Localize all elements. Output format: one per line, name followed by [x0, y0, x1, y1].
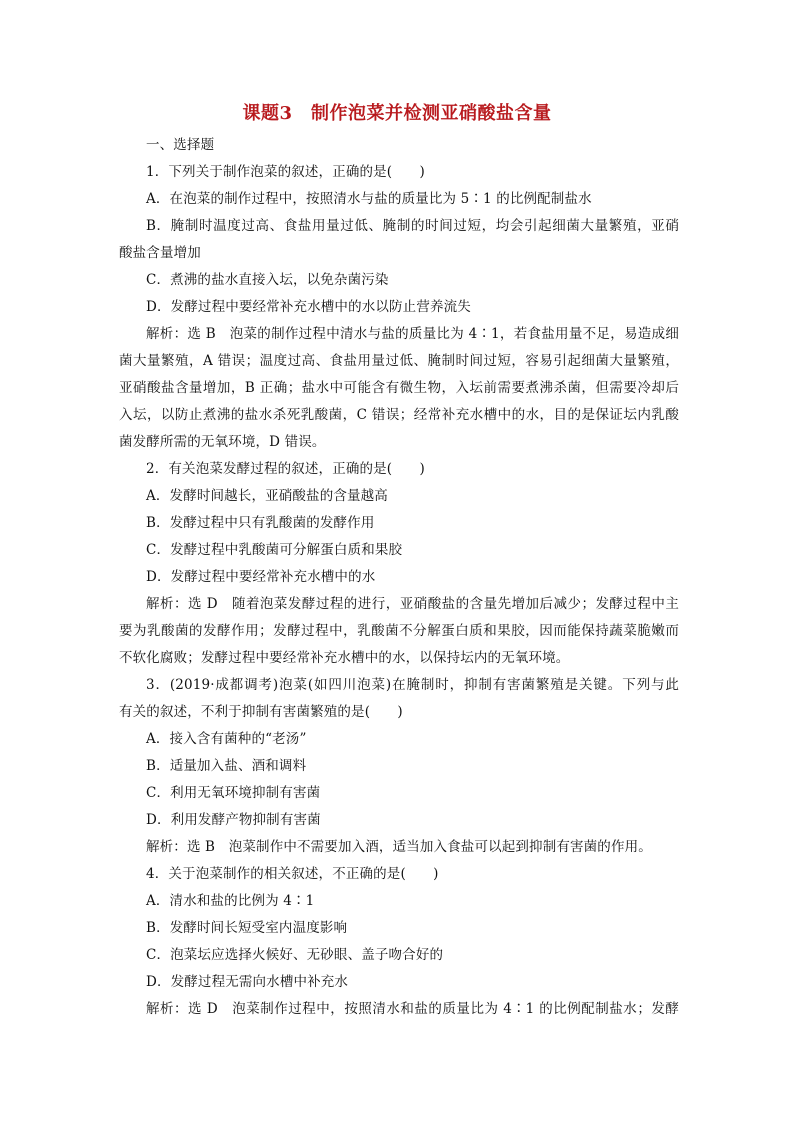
q2-analysis-cont: 不软化腐败；发酵过程中要经常补充水槽中的水，以保持坛内的无氧环境。: [119, 650, 570, 666]
q1-analysis-cont: 入坛，以防止煮沸的盐水杀死乳酸菌，C 错误；经常补充水槽中的水，目的是保证坛内乳酸: [119, 407, 679, 423]
question-2: 2．有关泡菜发酵过程的叙述，正确的是( ): [146, 461, 425, 477]
section-heading: 一、选择题: [146, 137, 215, 153]
q1-option-c: C．煮沸的盐水直接入坛，以免杂菌污染: [146, 272, 389, 288]
q1-option-d: D．发酵过程中要经常补充水槽中的水以防止营养流失: [146, 299, 471, 315]
q1-option-b-cont: 酸盐含量增加: [119, 245, 201, 261]
q1-option-b: B．腌制时温度过高、食盐用量过低、腌制的时间过短，均会引起细菌大量繁殖，亚硝: [146, 218, 679, 234]
q2-option-b: B．发酵过程中只有乳酸菌的发酵作用: [146, 515, 375, 531]
q1-analysis-cont: 菌发酵所需的无氧环境，D 错误。: [119, 434, 326, 450]
q4-option-d: D．发酵过程无需向水槽中补充水: [146, 974, 349, 990]
page-title: 课题3 制作泡菜并检测亚硝酸盐含量: [242, 103, 552, 124]
q1-analysis: 解析：选 B 泡菜的制作过程中清水与盐的质量比为 4∶1，若食盐用量不足，易造成细: [146, 326, 679, 342]
q4-option-a: A．清水和盐的比例为 4∶1: [146, 893, 315, 909]
q3-option-b: B．适量加入盐、酒和调料: [146, 758, 307, 774]
document-body: [119, 132, 679, 1023]
q2-option-a: A．发酵时间越长，亚硝酸盐的含量越高: [146, 488, 388, 504]
question-3-cont: 有关的叙述，不利于抑制有害菌繁殖的是( ): [119, 704, 403, 720]
q2-option-d: D．发酵过程中要经常补充水槽中的水: [146, 569, 376, 585]
q1-analysis-cont: 亚硝酸盐含量增加，B 正确；盐水中可能含有微生物，入坛前需要煮沸杀菌，但需要冷却后: [119, 380, 679, 396]
question-4: 4．关于泡菜制作的相关叙述，不正确的是( ): [146, 866, 439, 882]
q2-option-c: C．发酵过程中乳酸菌可分解蛋白质和果胶: [146, 542, 403, 558]
q3-option-a: A．接入含有菌种的“老汤”: [146, 731, 307, 747]
q3-option-d: D．利用发酵产物抑制有害菌: [146, 812, 321, 828]
q1-analysis-cont: 菌大量繁殖，A 错误；温度过高、食盐用量过低、腌制时间过短，容易引起细菌大量繁殖，: [119, 353, 679, 369]
q4-option-b: B．发酵时间长短受室内温度影响: [146, 920, 348, 936]
q1-option-a: A．在泡菜的制作过程中，按照清水与盐的质量比为 5∶1 的比例配制盐水: [146, 191, 592, 207]
q3-analysis: 解析：选 B 泡菜制作中不需要加入酒，适当加入食盐可以起到抑制有害菌的作用。: [146, 839, 652, 855]
question-1: 1．下列关于制作泡菜的叙述，正确的是( ): [146, 164, 425, 180]
q2-analysis-cont: 要为乳酸菌的发酵作用；发酵过程中，乳酸菌不分解蛋白质和果胶，因而能保持蔬菜脆嫩而: [119, 623, 679, 639]
q4-option-c: C．泡菜坛应选择火候好、无砂眼、盖子吻合好的: [146, 947, 444, 963]
q3-option-c: C．利用无氧环境抑制有害菌: [146, 785, 321, 801]
q4-analysis: 解析：选 D 泡菜制作过程中，按照清水和盐的质量比为 4∶1 的比例配制盐水；发酵: [146, 1001, 679, 1017]
q2-analysis: 解析：选 D 随着泡菜发酵过程的进行，亚硝酸盐的含量先增加后减少；发酵过程中主: [146, 596, 679, 612]
question-3: 3．(2019·成都调考)泡菜(如四川泡菜)在腌制时，抑制有害菌繁殖是关键。下列与此: [146, 677, 679, 693]
